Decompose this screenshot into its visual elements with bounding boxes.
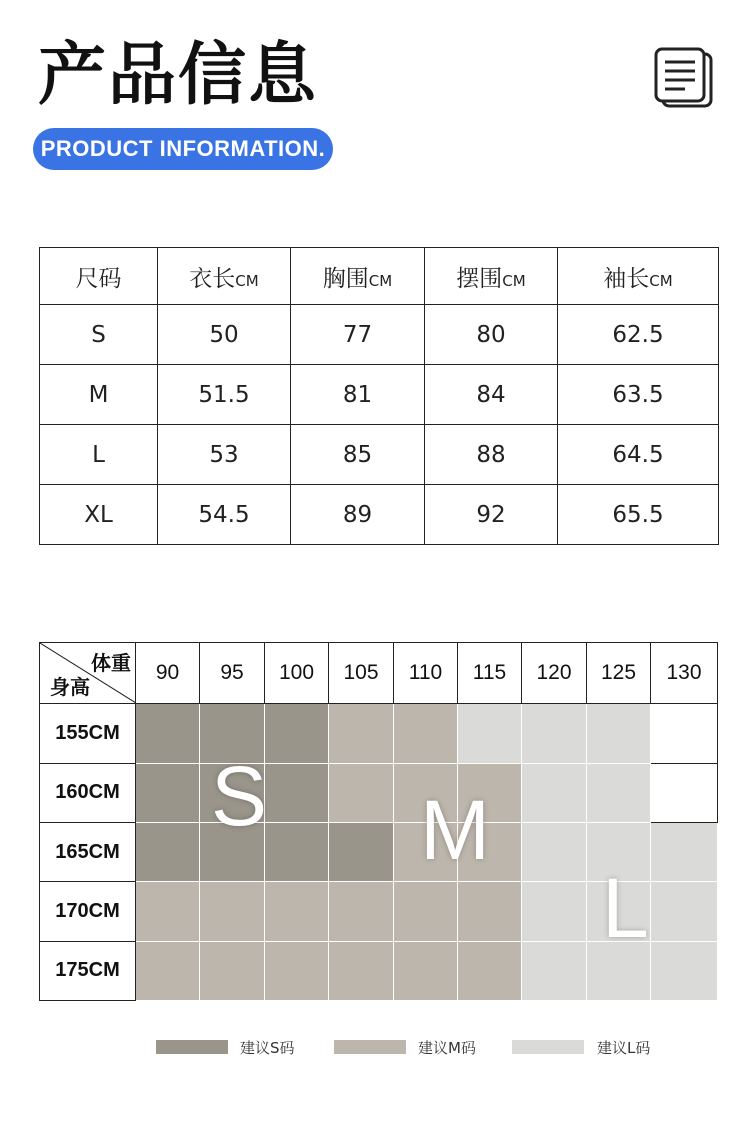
fit-cell [136,763,200,822]
fit-cell [651,941,718,1000]
weight-header: 100 [265,643,329,704]
fit-cell [522,822,587,881]
fit-cell [522,882,587,941]
fit-cell [522,704,587,763]
chest-header-cell [291,248,425,305]
chest-header-label: 胸围 [322,265,369,292]
weight-header: 110 [394,643,458,704]
fit-cell [265,822,329,881]
fit-cell [265,941,329,1000]
table-cell: L [40,425,158,485]
weight-header: 130 [651,643,718,704]
length-header-unit: CM [235,271,259,290]
table-row [40,305,719,365]
fit-cell [458,882,522,941]
fit-cell [651,882,718,941]
table-cell: 80 [425,305,558,365]
document-icon [652,46,716,110]
size-table-header-row [40,248,719,305]
legend-swatch-s [156,1040,228,1054]
fit-cell [329,882,394,941]
fit-cell [329,704,394,763]
fit-cell [329,822,394,881]
size-header-label: 尺码 [75,265,122,292]
fit-cell [651,704,718,763]
height-label: 175CM [40,941,136,1000]
table-cell: 88 [425,425,558,485]
table-cell: 51.5 [158,365,291,425]
fit-cell [329,763,394,822]
height-label: 170CM [40,882,136,941]
table-cell: 77 [291,305,425,365]
hem-header-label: 摆围 [456,265,503,292]
size-table [39,247,719,545]
table-cell: 81 [291,365,425,425]
weight-header: 125 [587,643,651,704]
weight-header: 90 [136,643,200,704]
height-label: 155CM [40,704,136,763]
fit-cell [522,763,587,822]
fit-cell [587,763,651,822]
fit-row [40,763,718,822]
table-cell: 63.5 [558,365,719,425]
table-cell: 62.5 [558,305,719,365]
fit-cell [329,941,394,1000]
table-cell: 53 [158,425,291,485]
height-label: 165CM [40,822,136,881]
weight-header: 120 [522,643,587,704]
table-cell: 92 [425,485,558,545]
height-label: 160CM [40,763,136,822]
table-cell: 50 [158,305,291,365]
table-cell: 85 [291,425,425,485]
table-row [40,485,719,545]
weight-axis-label: 体重 [91,651,131,675]
page-title: 产品信息 [38,36,319,115]
size-l-overlay: L [602,861,649,955]
legend-label-m: 建议M码 [418,1039,476,1057]
table-cell: M [40,365,158,425]
fit-cell [587,704,651,763]
sleeve-header-unit: CM [649,271,673,290]
fit-cell [265,882,329,941]
table-cell: 64.5 [558,425,719,485]
fit-chart-header-row [40,643,718,704]
weight-header: 105 [329,643,394,704]
sleeve-header-label: 袖长 [603,265,650,292]
weight-header: 115 [458,643,522,704]
fit-cell [136,822,200,881]
table-cell: XL [40,485,158,545]
fit-cell [394,941,458,1000]
table-row [40,365,719,425]
legend-swatch-l [512,1040,584,1054]
length-header-cell [158,248,291,305]
fit-cell [651,763,718,822]
table-cell: 84 [425,365,558,425]
fit-cell [458,704,522,763]
corner-cell [40,643,136,704]
legend-label-s: 建议S码 [240,1039,295,1057]
hem-header-cell [425,248,558,305]
table-cell: S [40,305,158,365]
weight-header: 95 [200,643,265,704]
fit-cell [136,704,200,763]
size-header-cell [40,248,158,305]
table-cell: 65.5 [558,485,719,545]
size-s-overlay: S [211,749,268,843]
fit-cell [458,941,522,1000]
fit-cell [136,882,200,941]
fit-cell [200,882,265,941]
hem-header-unit: CM [502,271,526,290]
size-m-overlay: M [420,783,490,877]
fit-cell [136,941,200,1000]
fit-cell [522,941,587,1000]
fit-cell [265,704,329,763]
sleeve-header-cell [558,248,719,305]
fit-cell [651,822,718,881]
length-header-label: 衣长 [189,265,236,292]
table-row [40,425,719,485]
legend-swatch-m [334,1040,406,1054]
height-axis-label: 身高 [50,675,90,700]
table-cell: 54.5 [158,485,291,545]
fit-cell [200,941,265,1000]
chest-header-unit: CM [368,271,393,290]
legend-label-l: 建议L码 [597,1039,651,1057]
fit-cell [394,882,458,941]
fit-cell [265,763,329,822]
fit-row [40,704,718,763]
subtitle-badge: PRODUCT INFORMATION. [33,128,333,170]
table-cell: 89 [291,485,425,545]
fit-cell [394,704,458,763]
